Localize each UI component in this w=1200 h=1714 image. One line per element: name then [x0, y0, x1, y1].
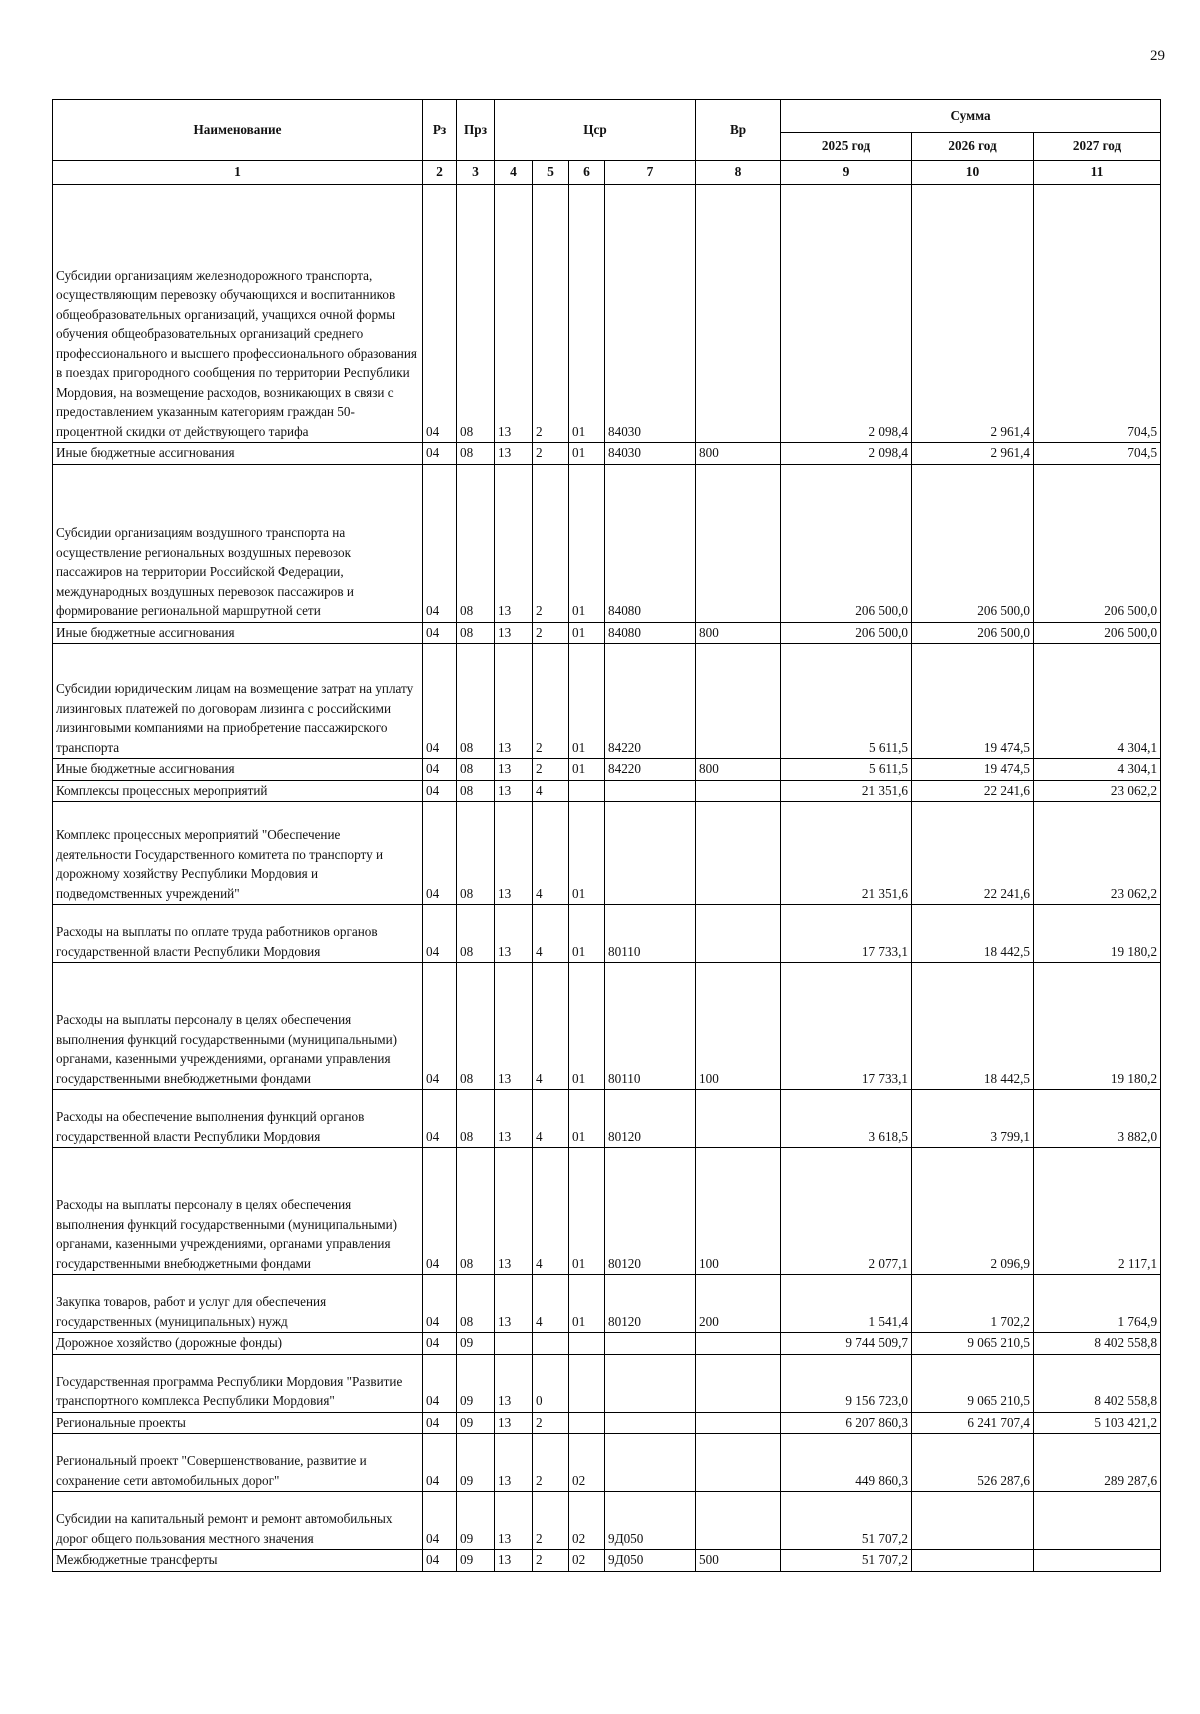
cell-rz: 04: [423, 759, 457, 781]
table-row: [53, 759, 1161, 781]
cell-csr-sub: 02: [569, 1492, 605, 1550]
cell-prz: 09: [457, 1434, 495, 1492]
cell-sum-2026: 206 500,0: [912, 622, 1034, 644]
budget-table: [52, 99, 1161, 1572]
cell-sum-2025: 17 733,1: [781, 963, 912, 1090]
cell-prz: 09: [457, 1550, 495, 1572]
cell-csr-type: 4: [533, 963, 569, 1090]
cell-sum-2027: 1 764,9: [1034, 1275, 1161, 1333]
cell-sum-2025: 2 098,4: [781, 185, 912, 443]
cell-prz: 08: [457, 1275, 495, 1333]
cell-csr-program: 13: [495, 1434, 533, 1492]
cell-sum-2025: 449 860,3: [781, 1434, 912, 1492]
cell-csr-sub: 01: [569, 185, 605, 443]
cell-vr: 800: [696, 443, 781, 465]
cell-csr-sub: [569, 1354, 605, 1412]
cell-rz: 04: [423, 1090, 457, 1148]
row-name: Государственная программа Республики Мордовия "Развитие транспортного комплекса Республики Мордовия": [53, 1354, 423, 1412]
cell-prz: 08: [457, 644, 495, 759]
cell-sum-2027: 19 180,2: [1034, 963, 1161, 1090]
cell-sum-2027: 23 062,2: [1034, 802, 1161, 905]
cell-csr-type: 4: [533, 905, 569, 963]
cell-sum-2026: 22 241,6: [912, 780, 1034, 802]
cell-csr-sub: [569, 1333, 605, 1355]
header-prz: Прз: [457, 100, 495, 161]
cell-rz: 04: [423, 905, 457, 963]
cell-prz: 08: [457, 780, 495, 802]
cell-prz: 09: [457, 1333, 495, 1355]
cell-csr-program: 13: [495, 1550, 533, 1572]
cell-sum-2027: [1034, 1550, 1161, 1572]
header-name: Наименование: [53, 100, 423, 161]
table-row: [53, 644, 1161, 759]
cell-csr-sub: 01: [569, 1090, 605, 1148]
cell-csr-direction: 9Д050: [605, 1550, 696, 1572]
cell-vr: [696, 185, 781, 443]
cell-vr: 200: [696, 1275, 781, 1333]
table-row: [53, 1354, 1161, 1412]
cell-csr-program: 13: [495, 1492, 533, 1550]
cell-sum-2026: 9 065 210,5: [912, 1333, 1034, 1355]
cell-csr-sub: 01: [569, 1275, 605, 1333]
cell-sum-2027: 8 402 558,8: [1034, 1333, 1161, 1355]
cell-prz: 08: [457, 622, 495, 644]
cell-csr-sub: 01: [569, 1148, 605, 1275]
cell-sum-2025: 51 707,2: [781, 1492, 912, 1550]
column-number: 8: [696, 161, 781, 185]
table-row: [53, 905, 1161, 963]
cell-csr-sub: [569, 780, 605, 802]
row-name: Иные бюджетные ассигнования: [53, 443, 423, 465]
row-name: Комплекс процессных мероприятий "Обеспечение деятельности Государственного комитета по транспорту и дорожному хозяйству Республики Мордовия и подведомственных учреждений": [53, 802, 423, 905]
cell-csr-type: 4: [533, 1275, 569, 1333]
table-row: [53, 443, 1161, 465]
cell-csr-type: 2: [533, 1434, 569, 1492]
cell-rz: 04: [423, 622, 457, 644]
cell-sum-2026: [912, 1550, 1034, 1572]
cell-csr-direction: 84220: [605, 644, 696, 759]
cell-sum-2027: 4 304,1: [1034, 644, 1161, 759]
cell-csr-type: 2: [533, 185, 569, 443]
cell-sum-2026: 1 702,2: [912, 1275, 1034, 1333]
cell-sum-2025: 3 618,5: [781, 1090, 912, 1148]
cell-sum-2025: 6 207 860,3: [781, 1412, 912, 1434]
cell-csr-direction: 80110: [605, 905, 696, 963]
cell-csr-direction: [605, 1434, 696, 1492]
row-name: Субсидии организациям железнодорожного транспорта, осуществляющим перевозку обучающихся и воспитанников общеобразовательных организаций, учащихся очной формы обучения общеобразовательных организаций среднего профессионального и высшего профессионального образования в поездах пригородного сообщения по территории Республики Мордовия, на возмещение расходов, возникающих в связи с предоставлением указанным категориям граждан 50-процентной скидки от действующего тарифа: [53, 185, 423, 443]
cell-vr: [696, 1434, 781, 1492]
cell-csr-program: 13: [495, 464, 533, 622]
cell-csr-type: 2: [533, 464, 569, 622]
cell-csr-program: 13: [495, 185, 533, 443]
cell-rz: 04: [423, 802, 457, 905]
cell-rz: 04: [423, 185, 457, 443]
cell-sum-2027: 206 500,0: [1034, 464, 1161, 622]
cell-vr: [696, 464, 781, 622]
table-row: [53, 1412, 1161, 1434]
cell-rz: 04: [423, 1492, 457, 1550]
cell-sum-2025: 9 156 723,0: [781, 1354, 912, 1412]
column-number-row: [53, 161, 1161, 185]
column-number: 2: [423, 161, 457, 185]
cell-prz: 09: [457, 1354, 495, 1412]
cell-sum-2027: 3 882,0: [1034, 1090, 1161, 1148]
cell-csr-direction: 84080: [605, 464, 696, 622]
cell-sum-2026: 19 474,5: [912, 759, 1034, 781]
cell-sum-2027: 23 062,2: [1034, 780, 1161, 802]
cell-sum-2027: 4 304,1: [1034, 759, 1161, 781]
cell-csr-type: 4: [533, 1148, 569, 1275]
cell-csr-direction: 80120: [605, 1275, 696, 1333]
header-sum: Сумма: [781, 100, 1161, 133]
cell-csr-direction: 9Д050: [605, 1492, 696, 1550]
cell-csr-type: 2: [533, 1492, 569, 1550]
cell-sum-2026: 2 961,4: [912, 185, 1034, 443]
cell-csr-direction: 84030: [605, 185, 696, 443]
cell-sum-2025: 1 541,4: [781, 1275, 912, 1333]
column-number: 4: [495, 161, 533, 185]
cell-sum-2025: 5 611,5: [781, 759, 912, 781]
cell-rz: 04: [423, 1550, 457, 1572]
cell-csr-type: 4: [533, 802, 569, 905]
cell-prz: 08: [457, 905, 495, 963]
row-name: Субсидии юридическим лицам на возмещение затрат на уплату лизинговых платежей по договорам лизинга с российскими лизинговыми компаниями на приобретение пассажирского транспорта: [53, 644, 423, 759]
cell-sum-2025: 206 500,0: [781, 622, 912, 644]
cell-sum-2027: 206 500,0: [1034, 622, 1161, 644]
cell-vr: [696, 1492, 781, 1550]
cell-csr-direction: 84030: [605, 443, 696, 465]
cell-csr-sub: 01: [569, 622, 605, 644]
cell-csr-program: 13: [495, 963, 533, 1090]
cell-csr-type: 4: [533, 780, 569, 802]
cell-rz: 04: [423, 1412, 457, 1434]
column-number: 7: [605, 161, 696, 185]
cell-sum-2025: 21 351,6: [781, 802, 912, 905]
cell-csr-program: 13: [495, 1354, 533, 1412]
cell-prz: 08: [457, 443, 495, 465]
header-year-2026: 2026 год: [912, 133, 1034, 161]
cell-rz: 04: [423, 780, 457, 802]
cell-csr-sub: 01: [569, 759, 605, 781]
table-row: [53, 185, 1161, 443]
row-name: Комплексы процессных мероприятий: [53, 780, 423, 802]
cell-csr-direction: [605, 802, 696, 905]
cell-csr-program: 13: [495, 802, 533, 905]
cell-csr-sub: 02: [569, 1550, 605, 1572]
header-rz: Рз: [423, 100, 457, 161]
table-row: [53, 802, 1161, 905]
row-name: Закупка товаров, работ и услуг для обеспечения государственных (муниципальных) нужд: [53, 1275, 423, 1333]
cell-vr: [696, 802, 781, 905]
cell-vr: [696, 780, 781, 802]
cell-sum-2026: 18 442,5: [912, 963, 1034, 1090]
cell-prz: 09: [457, 1412, 495, 1434]
cell-csr-direction: 80110: [605, 963, 696, 1090]
cell-csr-direction: 80120: [605, 1148, 696, 1275]
cell-csr-type: 2: [533, 644, 569, 759]
cell-prz: 08: [457, 1090, 495, 1148]
cell-sum-2026: 19 474,5: [912, 644, 1034, 759]
cell-csr-program: 13: [495, 1412, 533, 1434]
row-name: Расходы на обеспечение выполнения функций органов государственной власти Республики Мордовия: [53, 1090, 423, 1148]
cell-sum-2027: 19 180,2: [1034, 905, 1161, 963]
cell-csr-direction: 84220: [605, 759, 696, 781]
header-year-2027: 2027 год: [1034, 133, 1161, 161]
cell-csr-program: 13: [495, 780, 533, 802]
cell-csr-type: 0: [533, 1354, 569, 1412]
cell-csr-direction: [605, 1333, 696, 1355]
cell-sum-2026: 6 241 707,4: [912, 1412, 1034, 1434]
cell-sum-2026: [912, 1492, 1034, 1550]
cell-rz: 04: [423, 1434, 457, 1492]
cell-sum-2027: 704,5: [1034, 185, 1161, 443]
cell-sum-2026: 2 096,9: [912, 1148, 1034, 1275]
row-name: Расходы на выплаты персоналу в целях обеспечения выполнения функций государственными (муниципальными) органами, казенными учреждениями, органами управления государственными внебюджетными фондами: [53, 963, 423, 1090]
cell-prz: 08: [457, 1148, 495, 1275]
cell-prz: 08: [457, 963, 495, 1090]
table-row: [53, 780, 1161, 802]
cell-csr-direction: [605, 1354, 696, 1412]
cell-sum-2027: 5 103 421,2: [1034, 1412, 1161, 1434]
cell-sum-2027: [1034, 1492, 1161, 1550]
cell-vr: [696, 1412, 781, 1434]
cell-csr-type: 2: [533, 1550, 569, 1572]
cell-csr-program: 13: [495, 1090, 533, 1148]
cell-csr-type: 2: [533, 1412, 569, 1434]
column-number: 10: [912, 161, 1034, 185]
cell-csr-program: 13: [495, 1148, 533, 1275]
cell-rz: 04: [423, 1354, 457, 1412]
cell-csr-direction: [605, 1412, 696, 1434]
table-row: [53, 1090, 1161, 1148]
cell-sum-2027: 704,5: [1034, 443, 1161, 465]
cell-vr: 100: [696, 1148, 781, 1275]
cell-csr-type: 4: [533, 1090, 569, 1148]
cell-rz: 04: [423, 963, 457, 1090]
row-name: Иные бюджетные ассигнования: [53, 622, 423, 644]
table-row: [53, 1434, 1161, 1492]
cell-csr-direction: [605, 780, 696, 802]
cell-csr-sub: 01: [569, 464, 605, 622]
cell-vr: [696, 1090, 781, 1148]
cell-rz: 04: [423, 464, 457, 622]
table-row: [53, 622, 1161, 644]
row-name: Дорожное хозяйство (дорожные фонды): [53, 1333, 423, 1355]
cell-sum-2025: 5 611,5: [781, 644, 912, 759]
cell-sum-2025: 2 098,4: [781, 443, 912, 465]
column-number: 6: [569, 161, 605, 185]
cell-rz: 04: [423, 644, 457, 759]
row-name: Расходы на выплаты по оплате труда работников органов государственной власти Республики Мордовия: [53, 905, 423, 963]
cell-csr-program: 13: [495, 622, 533, 644]
cell-sum-2026: 3 799,1: [912, 1090, 1034, 1148]
cell-sum-2026: 9 065 210,5: [912, 1354, 1034, 1412]
header-csr: Цср: [495, 100, 696, 161]
cell-csr-program: 13: [495, 1275, 533, 1333]
cell-vr: 800: [696, 622, 781, 644]
cell-csr-program: 13: [495, 759, 533, 781]
cell-rz: 04: [423, 443, 457, 465]
table-row: [53, 1492, 1161, 1550]
cell-csr-sub: 01: [569, 443, 605, 465]
cell-sum-2025: 9 744 509,7: [781, 1333, 912, 1355]
row-name: Субсидии на капитальный ремонт и ремонт автомобильных дорог общего пользования местного значения: [53, 1492, 423, 1550]
cell-csr-sub: 02: [569, 1434, 605, 1492]
cell-sum-2025: 51 707,2: [781, 1550, 912, 1572]
row-name: Субсидии организациям воздушного транспорта на осуществление региональных воздушных перевозок пассажиров на территории Российской Федерации, международных воздушных перевозок пассажиров и формирование региональной маршрутной сети: [53, 464, 423, 622]
row-name: Региональные проекты: [53, 1412, 423, 1434]
row-name: Региональный проект "Совершенствование, развитие и сохранение сети автомобильных дорог": [53, 1434, 423, 1492]
cell-csr-direction: 84080: [605, 622, 696, 644]
cell-prz: 08: [457, 802, 495, 905]
column-number: 11: [1034, 161, 1161, 185]
column-number: 5: [533, 161, 569, 185]
cell-sum-2025: 206 500,0: [781, 464, 912, 622]
cell-sum-2026: 22 241,6: [912, 802, 1034, 905]
header-year-2025: 2025 год: [781, 133, 912, 161]
cell-csr-direction: 80120: [605, 1090, 696, 1148]
cell-sum-2027: 2 117,1: [1034, 1148, 1161, 1275]
cell-vr: 800: [696, 759, 781, 781]
cell-vr: [696, 1333, 781, 1355]
cell-csr-sub: 01: [569, 963, 605, 1090]
table-row: [53, 1550, 1161, 1572]
cell-prz: 08: [457, 759, 495, 781]
table-row: [53, 464, 1161, 622]
column-number: 1: [53, 161, 423, 185]
cell-csr-sub: [569, 1412, 605, 1434]
cell-rz: 04: [423, 1148, 457, 1275]
cell-sum-2025: 17 733,1: [781, 905, 912, 963]
cell-sum-2026: 18 442,5: [912, 905, 1034, 963]
cell-sum-2025: 2 077,1: [781, 1148, 912, 1275]
row-name: Расходы на выплаты персоналу в целях обеспечения выполнения функций государственными (муниципальными) органами, казенными учреждениями, органами управления государственными внебюджетными фондами: [53, 1148, 423, 1275]
header-vr: Вр: [696, 100, 781, 161]
cell-prz: 09: [457, 1492, 495, 1550]
cell-vr: [696, 1354, 781, 1412]
cell-csr-type: 2: [533, 443, 569, 465]
cell-sum-2026: 526 287,6: [912, 1434, 1034, 1492]
row-name: Межбюджетные трансферты: [53, 1550, 423, 1572]
table-header: [53, 100, 1161, 185]
cell-csr-program: 13: [495, 905, 533, 963]
table-row: [53, 1148, 1161, 1275]
cell-csr-type: 2: [533, 759, 569, 781]
cell-csr-type: [533, 1333, 569, 1355]
cell-rz: 04: [423, 1275, 457, 1333]
cell-csr-sub: 01: [569, 905, 605, 963]
cell-rz: 04: [423, 1333, 457, 1355]
cell-csr-sub: 01: [569, 802, 605, 905]
cell-csr-sub: 01: [569, 644, 605, 759]
table-body: [53, 185, 1161, 1572]
cell-vr: [696, 905, 781, 963]
cell-sum-2026: 206 500,0: [912, 464, 1034, 622]
cell-sum-2026: 2 961,4: [912, 443, 1034, 465]
cell-csr-type: 2: [533, 622, 569, 644]
cell-vr: [696, 644, 781, 759]
table-row: [53, 1333, 1161, 1355]
cell-csr-program: [495, 1333, 533, 1355]
column-number: 3: [457, 161, 495, 185]
page-number: 29: [1150, 48, 1165, 64]
cell-csr-program: 13: [495, 443, 533, 465]
cell-prz: 08: [457, 185, 495, 443]
table-row: [53, 1275, 1161, 1333]
cell-sum-2027: 289 287,6: [1034, 1434, 1161, 1492]
cell-sum-2027: 8 402 558,8: [1034, 1354, 1161, 1412]
cell-vr: 500: [696, 1550, 781, 1572]
cell-sum-2025: 21 351,6: [781, 780, 912, 802]
row-name: Иные бюджетные ассигнования: [53, 759, 423, 781]
cell-csr-program: 13: [495, 644, 533, 759]
cell-vr: 100: [696, 963, 781, 1090]
column-number: 9: [781, 161, 912, 185]
cell-prz: 08: [457, 464, 495, 622]
table-row: [53, 963, 1161, 1090]
